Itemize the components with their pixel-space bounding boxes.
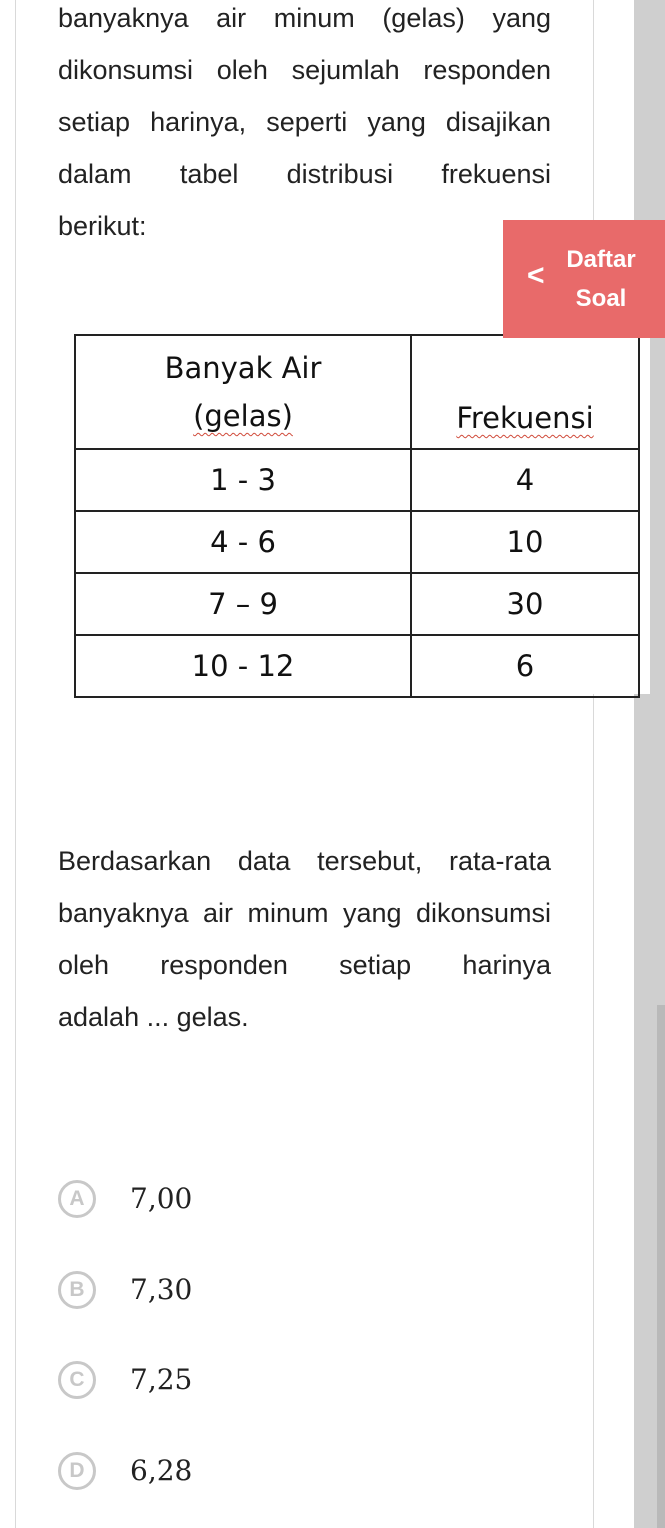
closing-line: yang dikonsumsi oleh bbox=[58, 898, 551, 980]
range-cell: 1 - 3 bbox=[75, 449, 411, 511]
table-row bbox=[75, 635, 639, 697]
intro-line: responden setiap harinya, bbox=[58, 55, 551, 137]
table-header-row bbox=[75, 335, 639, 449]
freq-cell: 4 bbox=[411, 449, 639, 511]
daftar-soal-label bbox=[551, 240, 651, 318]
header-frekuensi bbox=[411, 335, 639, 449]
daftar-label-line1: Daftar bbox=[566, 246, 636, 273]
option-d-text: 6,28 bbox=[130, 1454, 193, 1487]
option-c-letter-badge: C bbox=[58, 1361, 96, 1399]
range-cell: 7 – 9 bbox=[75, 573, 411, 635]
option-b-letter-badge: B bbox=[58, 1271, 96, 1309]
option-a-text: 7,00 bbox=[130, 1182, 193, 1215]
daftar-label-line2: Soal bbox=[575, 285, 627, 312]
intro-line: yang dikonsumsi oleh sejumlah bbox=[58, 3, 551, 85]
table-row bbox=[75, 511, 639, 573]
option-d-letter-badge: D bbox=[58, 1452, 96, 1490]
table-row bbox=[75, 449, 639, 511]
question-intro-text bbox=[58, 0, 551, 252]
option-c-text: 7,25 bbox=[130, 1363, 193, 1396]
closing-line: responden setiap harinya bbox=[160, 950, 551, 980]
chevron-left-icon: < bbox=[527, 259, 545, 292]
frequency-table bbox=[74, 334, 640, 698]
range-cell: 4 - 6 bbox=[75, 511, 411, 573]
header-col1-line1: Banyak Air bbox=[164, 351, 322, 385]
closing-line: adalah ... gelas. bbox=[58, 1002, 249, 1032]
intro-line: tabel distribusi frekuensi bbox=[179, 159, 551, 189]
left-border-line bbox=[15, 0, 16, 1528]
freq-cell: 6 bbox=[411, 635, 639, 697]
closing-line: Berdasarkan data tersebut, bbox=[58, 846, 423, 876]
daftar-soal-button[interactable] bbox=[503, 220, 665, 338]
intro-line: banyaknya air minum (gelas) bbox=[58, 3, 465, 33]
header-col1-line2: (gelas) bbox=[193, 399, 293, 433]
intro-line: seperti yang disajikan dalam bbox=[58, 107, 551, 189]
frequency-table-image bbox=[70, 330, 650, 694]
range-cell: 10 - 12 bbox=[75, 635, 411, 697]
closing-line: rata-rata banyaknya air minum bbox=[58, 846, 551, 928]
freq-cell: 10 bbox=[411, 511, 639, 573]
freq-cell: 30 bbox=[411, 573, 639, 635]
option-a-letter-badge: A bbox=[58, 1180, 96, 1218]
scrollbar-thumb[interactable] bbox=[657, 1005, 665, 1528]
intro-line: berikut: bbox=[58, 211, 147, 241]
header-banyak-air bbox=[75, 335, 411, 449]
header-col2: Frekuensi bbox=[456, 401, 594, 435]
option-b-text: 7,30 bbox=[130, 1273, 193, 1306]
question-closing-text bbox=[58, 835, 551, 1043]
table-row bbox=[75, 573, 639, 635]
